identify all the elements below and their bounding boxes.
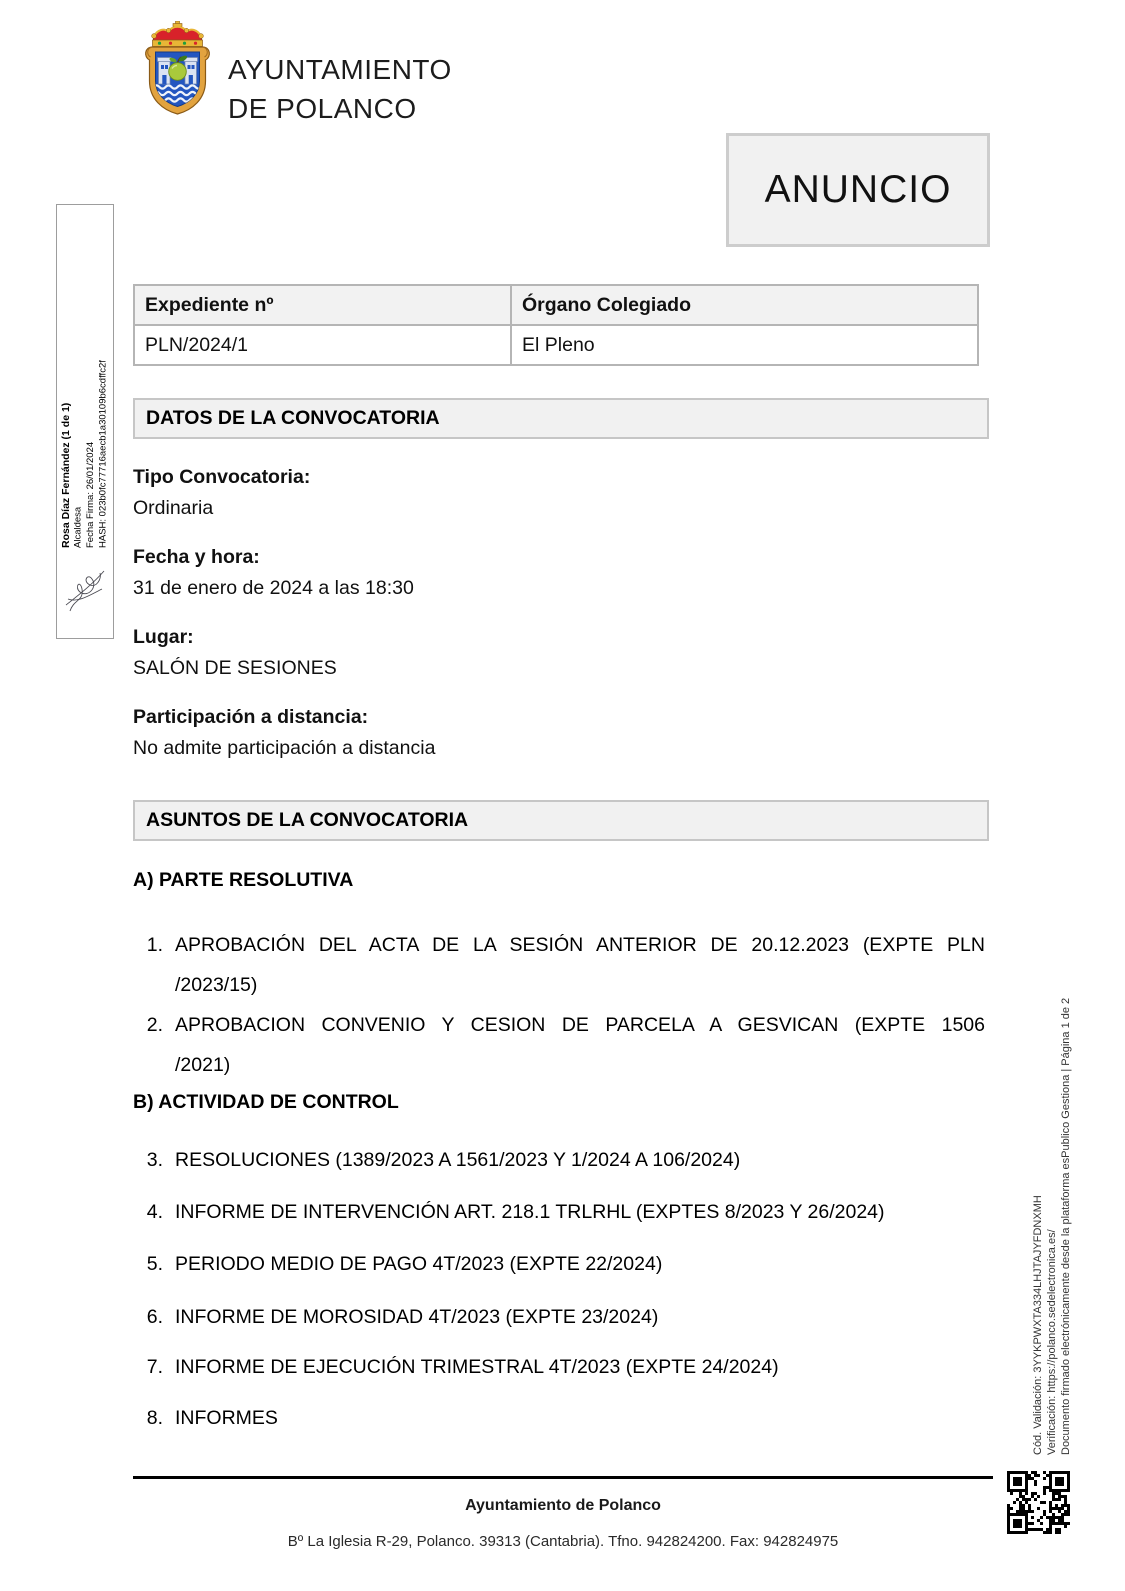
agenda-item-text: APROBACION CONVENIO Y CESION DE PARCELA A GESVICAN (EXPTE 1506 (175, 1014, 985, 1036)
footer-divider (133, 1476, 993, 1479)
field-label: Lugar: (133, 626, 194, 648)
footer-org-name: Ayuntamiento de Polanco (465, 1497, 661, 1514)
agenda-item-text: /2023/15) (175, 974, 258, 996)
table-cell-expediente: PLN/2024/1 (135, 326, 512, 364)
field-label: Participación a distancia: (133, 706, 369, 728)
polanco-coat-of-arms-icon (140, 21, 215, 117)
agenda-item-text: RESOLUCIONES (1389/2023 A 1561/2023 Y 1/2024 A 106/2024) (175, 1149, 741, 1171)
agenda-item-text: /2021) (175, 1054, 231, 1076)
agenda-item-4 (133, 1192, 985, 1232)
field-tipo-convocatoria (133, 462, 978, 524)
field-label: Fecha y hora: (133, 546, 260, 568)
agenda-item-number: 8. (146, 1407, 163, 1429)
field-value: Ordinaria (133, 497, 214, 519)
part-a-heading: A) PARTE RESOLUTIVA (133, 869, 354, 891)
org-name-line2: DE POLANCO (228, 93, 417, 124)
validation-sidebar (1031, 955, 1073, 1455)
field-fecha-hora (133, 542, 978, 604)
agenda-item-1 (133, 925, 985, 1005)
agenda-item-number: 1. (146, 934, 163, 956)
field-value: SALÓN DE SESIONES (133, 657, 337, 679)
agenda-item-text: PERIODO MEDIO DE PAGO 4T/2023 (EXPTE 22/2024) (175, 1253, 663, 1275)
table-header-organo: Órgano Colegiado (512, 286, 977, 324)
agenda-item-text: INFORME DE INTERVENCIÓN ART. 218.1 TRLRHL (EXPTES 8/2023 Y 26/2024) (175, 1201, 885, 1223)
signature-info (60, 333, 110, 548)
section-header-datos: DATOS DE LA CONVOCATORIA (133, 398, 989, 439)
signature-sidebar (56, 204, 114, 639)
field-lugar (133, 622, 978, 684)
agenda-item-6 (133, 1297, 985, 1337)
agenda-item-3 (133, 1140, 985, 1180)
agenda-item-7 (133, 1347, 985, 1387)
table-header-expediente: Expediente nº (135, 286, 512, 324)
validation-code: Cód. Validación: 3YYKPWXTA334LHJTAJYFDNXMH (1032, 1195, 1044, 1455)
agenda-item-text: INFORME DE MOROSIDAD 4T/2023 (EXPTE 23/2024) (175, 1306, 659, 1328)
org-name (228, 50, 452, 128)
field-value: No admite participación a distancia (133, 737, 436, 759)
qr-code (1007, 1471, 1073, 1537)
agenda-item-number: 2. (146, 1014, 163, 1036)
signature-date: Fecha Firma: 26/01/2024 (85, 441, 96, 548)
announcement-title-box (726, 133, 990, 247)
handwritten-signature-icon (62, 559, 108, 626)
platform-note: Documento firmado electrónicamente desde la plataforma esPublico Gestiona | Página 1 de 2 (1060, 997, 1072, 1455)
field-participacion (133, 702, 978, 764)
agenda-item-text: INFORME DE EJECUCIÓN TRIMESTRAL 4T/2023 (EXPTE 24/2024) (175, 1356, 779, 1378)
agenda-item-number: 7. (146, 1356, 163, 1378)
part-b-heading: B) ACTIVIDAD DE CONTROL (133, 1091, 399, 1113)
agenda-item-2 (133, 1005, 985, 1085)
org-name-line1: AYUNTAMIENTO (228, 54, 452, 85)
field-label: Tipo Convocatoria: (133, 466, 311, 488)
agenda-item-number: 6. (146, 1306, 163, 1328)
signer-name: Rosa Díaz Fernández (1 de 1) (60, 402, 72, 548)
agenda-item-number: 4. (146, 1201, 163, 1223)
verification-url: Verificación: https://polanco.sedelectronica.es/ (1046, 1229, 1058, 1455)
expediente-table (133, 284, 979, 366)
agenda-item-number: 3. (146, 1149, 163, 1171)
signature-hash: HASH: 023b0fc77716aecb1a30109b6cdffc2f (97, 360, 109, 548)
field-value: 31 de enero de 2024 a las 18:30 (133, 577, 414, 599)
agenda-item-number: 5. (146, 1253, 163, 1275)
announcement-title: ANUNCIO (764, 168, 952, 211)
table-cell-organo: El Pleno (512, 326, 977, 364)
agenda-item-text: INFORMES (175, 1407, 278, 1429)
agenda-item-5 (133, 1244, 985, 1284)
agenda-item-8 (133, 1398, 985, 1438)
footer-address: Bº La Iglesia R-29, Polanco. 39313 (Cantabria). Tfno. 942824200. Fax: 942824975 (287, 1533, 839, 1550)
signer-role: Alcaldesa (72, 506, 84, 548)
agenda-item-text: APROBACIÓN DEL ACTA DE LA SESIÓN ANTERIOR DE 20.12.2023 (EXPTE PLN (175, 934, 985, 956)
section-header-asuntos: ASUNTOS DE LA CONVOCATORIA (133, 800, 989, 841)
